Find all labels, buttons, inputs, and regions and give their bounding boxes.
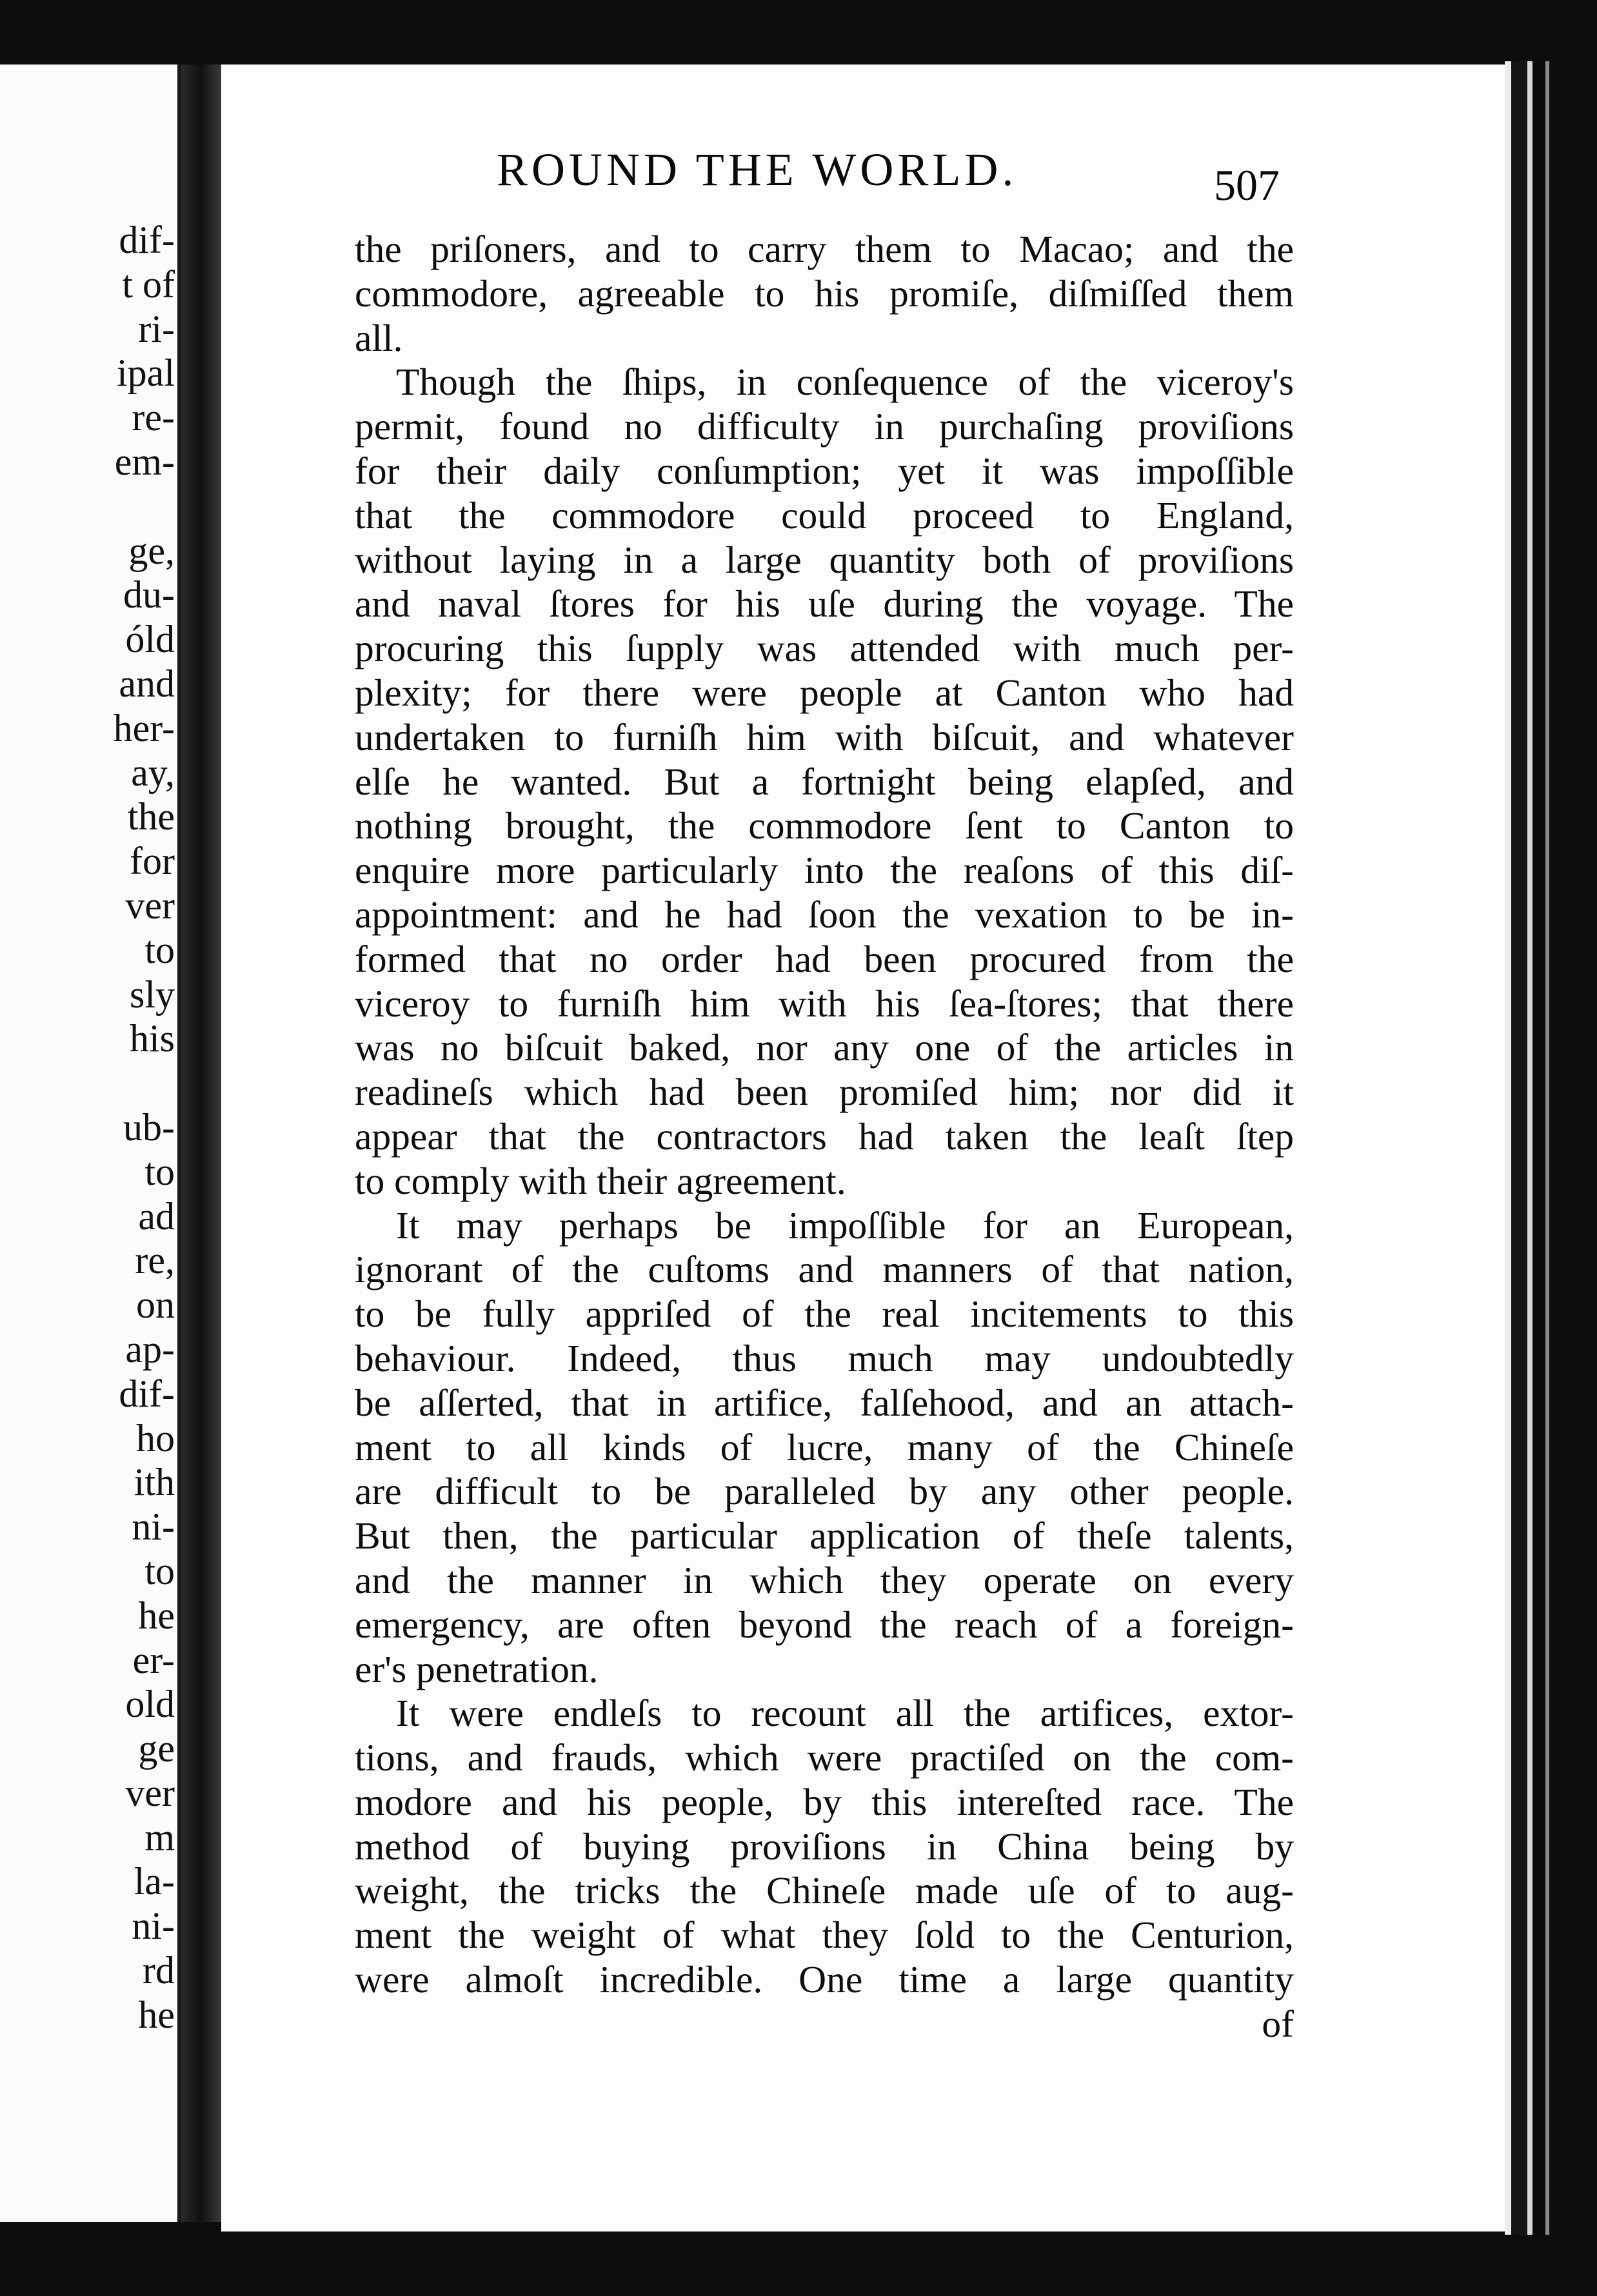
text-line: be aſſerted, that in artifice, falſehood, and an attach- [355,1381,1294,1424]
text-line: permit, found no difficulty in purchaſing proviſions [355,405,1294,448]
text-line: were almoſt incredible. One time a large quantity [355,1958,1294,2001]
text-line: commodore, agreeable to his promiſe, diſmiſſed them [355,272,1294,315]
left-fragment-line: ge [138,1727,175,1770]
text-line: ment the weight of what they ſold to the Centurion, [355,1914,1294,1957]
left-fragment-line: the [127,795,175,838]
text-line: readineſs which had been promiſed him; nor did it [355,1071,1294,1114]
text-line: emergency, are often beyond the reach of a foreign- [355,1603,1294,1646]
text-line: all. [355,316,403,359]
left-fragment-line: his [129,1017,175,1060]
text-line: and naval ſtores for his uſe during the voyage. The [355,582,1294,626]
left-fragment-line: re, [135,1239,175,1282]
left-fragment-line: ith [134,1461,175,1504]
text-line: formed that no order had been procured from the [355,937,1294,980]
left-fragment-line: ver [125,1771,175,1814]
text-line: modore and his people, by this intereſted race. The [355,1780,1294,1823]
text-line: was no biſcuit baked, nor any one of the articles in [355,1026,1294,1069]
left-fragment-line: ap- [125,1327,175,1371]
text-line: ignorant of the cuſtoms and manners of that nation, [355,1248,1294,1291]
text-line: for their daily conſumption; yet it was impoſſible [355,449,1294,492]
book-gutter [181,64,221,2222]
text-line: elſe he wanted. But a fortnight being elapſed, and [355,760,1294,803]
left-fragment-line: to [144,928,175,971]
page-edge [1527,61,1533,2235]
running-title: ROUND THE WORLD. [497,144,1018,195]
left-fragment-line: du- [123,573,175,617]
text-line: nothing brought, the commodore ſent to Canton to [355,804,1294,847]
text-line: It were endleſs to recount all the artifices, extor- [396,1692,1294,1735]
left-fragment-line: ipal [117,351,175,395]
text-line: of [1262,2002,1294,2045]
text-line: behaviour. Indeed, thus much may undoubtedly [355,1336,1294,1380]
left-fragment-line: dif- [119,219,175,261]
left-fragment-line: sly [129,973,175,1016]
body-text [355,227,1294,2046]
left-fragment-line: ni- [132,1905,175,1948]
left-page-text-fragments [0,218,177,2037]
text-line: undertaken to furniſh him with biſcuit, and whatever [355,715,1294,758]
left-fragment-line: for [130,840,175,883]
left-fragment-line: ri- [138,307,175,350]
text-line: are difficult to be paralleled by any other people. [355,1470,1294,1513]
left-fragment-line: ad [138,1194,175,1238]
left-fragment-line: t of [122,262,175,306]
left-fragment-line: ub- [123,1105,175,1149]
text-line: procuring this ſupply was attended with much per- [355,627,1294,670]
text-line: and the manner in which they operate on every [355,1558,1294,1601]
left-fragment-line [0,1061,177,1105]
page-edge [1533,61,1545,2235]
left-fragment-line: dif- [119,1372,175,1415]
left-fragment-line: her- [113,706,175,749]
left-fragment-line: la- [134,1860,175,1903]
text-line: weight, the tricks the Chineſe made uſe of to aug- [355,1869,1294,1912]
left-fragment-line: he [138,1594,175,1637]
text-line: appointment: and he had ſoon the vexation to be in- [355,893,1294,936]
page-edge [1545,61,1549,2235]
page-edge [1511,61,1527,2235]
page-edge [1505,61,1511,2235]
left-fragment-line: on [136,1283,175,1327]
text-line: ment to all kinds of lucre, many of the Chineſe [355,1425,1294,1469]
text-line: appear that the contractors had taken the leaſt ſtep [355,1114,1294,1158]
text-line: to comply with their agreement. [355,1159,846,1202]
left-fragment-line [0,484,177,529]
left-fragment-line: he [138,1993,175,2036]
text-line: that the commodore could proceed to England, [355,493,1294,537]
text-line: plexity; for there were people at Canton who had [355,671,1294,714]
text-line: er's penetration. [355,1647,599,1690]
text-line: the priſoners, and to carry them to Macao; and the [355,228,1294,270]
text-line: to be fully appriſed of the real incitements to this [355,1292,1294,1336]
left-fragment-line: ver [125,884,175,927]
text-line: without laying in a large quantity both of proviſions [355,538,1294,581]
text-line: method of buying proviſions in China being by [355,1825,1294,1868]
left-fragment-line: to [144,1549,175,1592]
left-fragment-line: and [119,662,175,705]
text-line: enquire more particularly into the reaſons of this diſ- [355,849,1294,892]
left-fragment-line: ge, [128,529,175,572]
left-fragment-line: em- [114,440,175,483]
left-fragment-line: ho [136,1416,175,1460]
left-fragment-line: óld [125,618,175,661]
left-fragment-line: re- [132,396,175,439]
left-fragment-line: rd [143,1949,175,1992]
left-fragment-line: ay, [131,751,175,794]
left-fragment-line: er- [132,1638,175,1681]
left-fragment-line: to [144,1150,175,1193]
text-line: But then, the particular application of theſe talents, [355,1514,1294,1558]
text-line: tions, and frauds, which were practiſed on the com- [355,1736,1294,1779]
text-line: viceroy to furniſh him with his ſea-ſtores; that there [355,982,1294,1025]
text-line: Though the ſhips, in conſequence of the viceroy's [396,361,1294,404]
text-line: It may perhaps be impoſſible for an European, [396,1203,1294,1247]
left-fragment-line: old [125,1683,175,1726]
page-number: 507 [1214,161,1280,210]
left-fragment-line: m [144,1816,175,1859]
left-fragment-line: ni- [132,1505,175,1549]
